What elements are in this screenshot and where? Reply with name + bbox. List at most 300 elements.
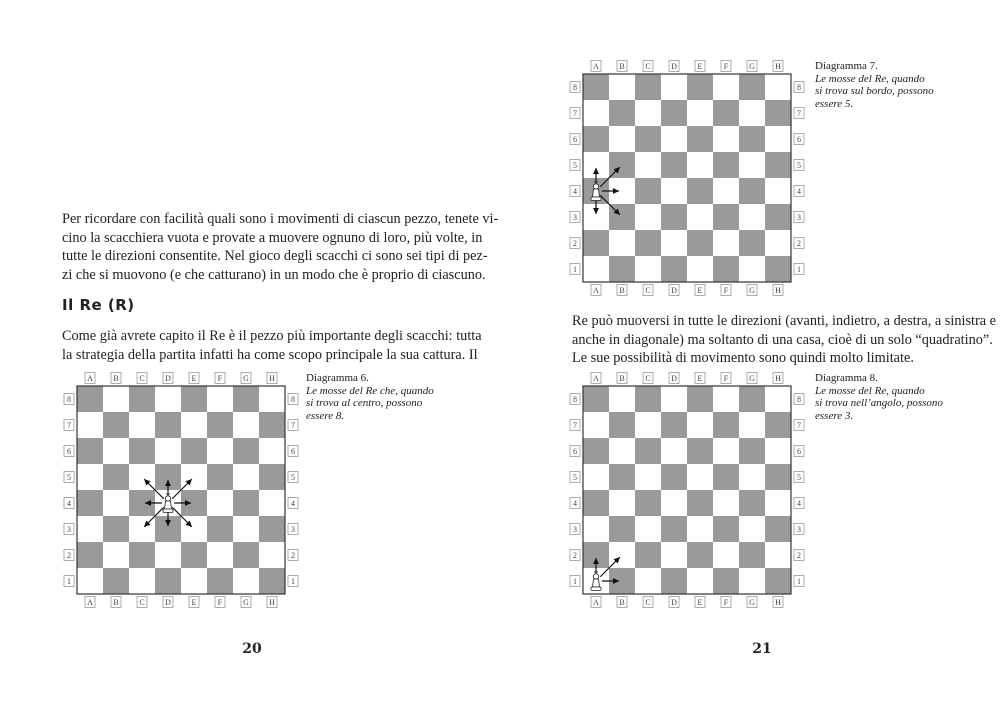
file-label-bottom [215,597,225,608]
board-square [207,542,233,568]
board-square [765,74,791,100]
rank-label-left [570,420,580,431]
caption-line: essere 5. [815,97,854,110]
coordinate-label: A [87,374,93,383]
coordinate-label: 6 [797,447,801,456]
rank-label-left [570,264,580,275]
coordinate-label: 3 [573,525,577,534]
board-square [259,568,285,594]
board-square [635,386,661,412]
file-label-bottom [267,597,277,608]
board-square [713,126,739,152]
file-label-top [669,373,679,384]
coordinate-label: G [243,598,249,607]
coordinate-label: 3 [67,525,71,534]
rank-label-right [288,550,298,561]
board-square [155,568,181,594]
board-square [181,438,207,464]
coordinate-label: 4 [573,499,577,508]
board-square [713,464,739,490]
coordinate-label: A [593,598,599,607]
board-square [635,230,661,256]
board-square [687,438,713,464]
text-line: Le sue possibilità di movimento sono quindi molto limitate. [572,350,914,366]
board-square [765,386,791,412]
coordinate-label: E [191,374,197,383]
file-label-top [721,61,731,72]
caption-line: si trova nell’angolo, possono [815,397,943,409]
board-square [259,386,285,412]
board-square [207,568,233,594]
rank-label-left [64,472,74,483]
board-square [181,412,207,438]
file-label-bottom [721,597,731,608]
board-square [155,412,181,438]
rank-label-right [794,576,804,587]
coordinate-label: F [217,374,223,383]
board-square [103,412,129,438]
file-label-bottom [695,597,705,608]
coordinate-label: 3 [797,525,801,534]
board-square [129,386,155,412]
file-label-bottom [773,285,783,296]
rank-label-left [64,550,74,561]
board-square [661,516,687,542]
file-label-top [773,373,783,384]
coordinate-label: H [775,62,781,71]
board-square [765,438,791,464]
board-square [233,542,259,568]
coordinate-label: H [269,598,275,607]
rank-label-left [570,82,580,93]
coordinate-label: 4 [67,499,71,508]
caption-title: Diagramma 6. [306,372,369,384]
board-square [635,256,661,282]
coordinate-label: G [749,286,755,295]
rank-label-right [794,264,804,275]
coordinate-label: E [697,62,703,71]
coordinate-label: G [243,374,249,383]
board-square [713,490,739,516]
file-label-top [695,61,705,72]
board-square [583,516,609,542]
board-square [609,230,635,256]
board-square [713,386,739,412]
board-square [661,256,687,282]
coordinate-label: 1 [797,265,801,274]
board-square [233,516,259,542]
board-square [661,74,687,100]
board-square [181,568,207,594]
board-square [77,438,103,464]
file-label-bottom [591,285,601,296]
caption-line: si trova sul bordo, possono [815,85,934,97]
coordinate-label: 7 [797,109,801,118]
board-square [661,204,687,230]
coordinate-label: 4 [797,499,801,508]
coordinate-label: 5 [291,473,295,482]
text-line: anche in diagonale) ma soltanto di una casa, cioè di un solo “quadratino”. [572,331,993,348]
coordinate-label: C [645,286,651,295]
coordinate-label: H [269,374,275,383]
board-square [739,74,765,100]
board-square [661,438,687,464]
board-square [207,490,233,516]
board-square [661,542,687,568]
board-square [739,438,765,464]
coordinate-label: E [697,374,703,383]
board-square [259,464,285,490]
coordinate-label: 2 [573,551,577,560]
coordinate-label: 7 [291,421,295,430]
board-square [103,490,129,516]
coordinate-label: F [723,374,729,383]
board-square [77,464,103,490]
board-square [765,490,791,516]
coordinate-label: F [723,62,729,71]
board-square [635,126,661,152]
file-label-bottom [773,597,783,608]
rank-label-right [794,82,804,93]
rank-label-left [570,160,580,171]
rank-label-right [794,446,804,457]
board-square [103,438,129,464]
rank-label-left [570,212,580,223]
rank-label-right [794,160,804,171]
file-label-top [591,373,601,384]
file-label-bottom [643,597,653,608]
caption-line: Le mosse del Re, quando [815,72,925,85]
board-square [635,464,661,490]
board-square [103,386,129,412]
coordinate-label: 4 [291,499,295,508]
file-label-top [747,373,757,384]
board-square [259,542,285,568]
diagram-6-caption [306,372,434,422]
coordinate-label: 7 [573,109,577,118]
coordinate-label: 3 [291,525,295,534]
board-square [233,438,259,464]
board-square [583,386,609,412]
rank-label-left [570,238,580,249]
coordinate-label: 5 [573,161,577,170]
file-label-top [643,61,653,72]
board-square [687,74,713,100]
board-square [661,490,687,516]
caption-line: essere 8. [306,409,345,422]
board-square [661,412,687,438]
board-square [739,490,765,516]
file-label-top [669,61,679,72]
board-square [687,490,713,516]
coordinate-label: 1 [573,265,577,274]
rank-label-right [288,524,298,535]
board-square [739,386,765,412]
coordinate-label: F [723,598,729,607]
board-square [609,516,635,542]
coordinate-label: D [165,598,171,607]
board-square [765,516,791,542]
coordinate-label: D [671,62,677,71]
board-square [713,438,739,464]
board-square [259,412,285,438]
file-label-bottom [241,597,251,608]
rank-label-right [794,108,804,119]
board-square [765,542,791,568]
coordinate-label: C [139,374,145,383]
board-square [129,412,155,438]
board-square [713,74,739,100]
board-square [609,74,635,100]
board-square [765,230,791,256]
board-square [233,412,259,438]
rank-label-left [64,420,74,431]
board-square [609,464,635,490]
rank-label-left [64,576,74,587]
board-square [635,542,661,568]
caption-line: Le mosse del Re che, quando [306,384,434,397]
caption-line: Le mosse del Re, quando [815,384,925,397]
board-square [765,152,791,178]
coordinate-label: 5 [67,473,71,482]
board-square [687,542,713,568]
board-square [713,412,739,438]
rank-label-right [288,446,298,457]
coordinate-label: H [775,374,781,383]
board-square [661,100,687,126]
file-label-bottom [137,597,147,608]
board-square [661,230,687,256]
text-line: la strategia della partita infatti ha come scopo principale la sua cattura. Il [62,346,478,363]
board-square [765,204,791,230]
coordinate-label: 3 [797,213,801,222]
board-square [583,100,609,126]
board-square [713,178,739,204]
text-line: zi che si muovono (e che catturano) in un modo che è proprio di ciascuno. [62,266,486,283]
coordinate-label: 2 [797,239,801,248]
coordinate-label: A [593,374,599,383]
rank-label-left [64,524,74,535]
coordinate-label: D [671,374,677,383]
board-square [713,542,739,568]
board-square [129,568,155,594]
coordinate-label: 7 [67,421,71,430]
coordinate-label: E [697,598,703,607]
file-label-bottom [189,597,199,608]
board-square [233,464,259,490]
coordinate-label: C [139,598,145,607]
board-square [661,178,687,204]
caption-line: si trova al centro, possono [306,397,423,409]
board-square [687,412,713,438]
board-square [713,100,739,126]
board-square [739,464,765,490]
coordinate-label: H [775,286,781,295]
board-square [765,178,791,204]
file-label-bottom [163,597,173,608]
caption-title: Diagramma 8. [815,372,878,384]
coordinate-label: G [749,62,755,71]
file-label-bottom [591,597,601,608]
board-square [609,386,635,412]
board-square [739,516,765,542]
board-square [207,438,233,464]
page-number: 21 [752,641,772,657]
board-square [609,438,635,464]
coordinate-label: A [593,62,599,71]
board-square [739,412,765,438]
board-square [765,464,791,490]
board-square [661,152,687,178]
board-square [103,568,129,594]
rank-label-left [570,550,580,561]
file-label-top [137,373,147,384]
rank-label-left [64,394,74,405]
board-square [207,386,233,412]
board-square [713,516,739,542]
board-square [583,412,609,438]
rank-label-left [570,134,580,145]
coordinate-label: A [87,598,93,607]
rank-label-right [288,576,298,587]
board-square [739,100,765,126]
coordinate-label: 2 [291,551,295,560]
rank-label-right [794,550,804,561]
board-square [77,542,103,568]
board-square [583,126,609,152]
coordinate-label: H [775,598,781,607]
board-square [583,490,609,516]
board-square [765,100,791,126]
coordinate-label: 6 [573,447,577,456]
board-square [583,464,609,490]
file-label-top [721,373,731,384]
board-square [765,412,791,438]
coordinate-label: 8 [573,395,577,404]
board-square [713,568,739,594]
board-square [103,542,129,568]
coordinate-label: 8 [797,83,801,92]
coordinate-label: 4 [573,187,577,196]
rank-label-right [794,212,804,223]
coordinate-label: B [113,598,119,607]
coordinate-label: 5 [797,161,801,170]
board-square [129,438,155,464]
board-square [609,256,635,282]
file-label-top [617,61,627,72]
rank-label-left [570,524,580,535]
coordinate-label: 1 [291,577,295,586]
coordinate-label: 7 [797,421,801,430]
board-square [635,438,661,464]
coordinate-label: 6 [291,447,295,456]
file-label-top [215,373,225,384]
caption-title: Diagramma 7. [815,60,878,72]
board-square [687,126,713,152]
board-square [77,490,103,516]
caption-line: essere 3. [815,409,854,422]
coordinate-label: 6 [797,135,801,144]
board-square [739,178,765,204]
rank-label-right [288,498,298,509]
rank-label-right [794,420,804,431]
coordinate-label: A [593,286,599,295]
board-square [77,516,103,542]
coordinate-label: B [619,62,625,71]
coordinate-label: G [749,598,755,607]
board-square [687,204,713,230]
board-square [713,256,739,282]
board-square [739,204,765,230]
board-square [635,100,661,126]
board-square [103,464,129,490]
rank-label-left [570,446,580,457]
rank-label-right [794,394,804,405]
board-square [739,542,765,568]
board-square [155,542,181,568]
file-label-top [189,373,199,384]
board-square [713,204,739,230]
board-square [635,178,661,204]
coordinate-label: 8 [797,395,801,404]
file-label-bottom [617,597,627,608]
rank-label-left [570,576,580,587]
board-square [583,74,609,100]
board-square [259,490,285,516]
coordinate-label: C [645,374,651,383]
file-label-top [643,373,653,384]
board-square [129,542,155,568]
board-square [181,386,207,412]
coordinate-label: 1 [797,577,801,586]
right-page [500,0,1000,704]
board-square [583,256,609,282]
board-square [155,438,181,464]
board-square [687,178,713,204]
board-square [233,386,259,412]
chessboard-diagram-7 [567,58,807,298]
board-square [687,152,713,178]
text-line: Come già avrete capito il Re è il pezzo più importante degli scacchi: tutta [62,328,482,344]
rank-label-right [288,394,298,405]
board-square [635,516,661,542]
file-label-bottom [695,285,705,296]
file-label-top [111,373,121,384]
coordinate-label: 7 [573,421,577,430]
board-square [687,256,713,282]
coordinate-label: 8 [291,395,295,404]
board-square [635,152,661,178]
board-square [687,516,713,542]
coordinate-label: F [217,598,223,607]
moves-paragraph [572,312,997,368]
file-label-bottom [85,597,95,608]
board-square [583,438,609,464]
coordinate-label: 5 [797,473,801,482]
page-number: 20 [242,641,262,657]
rank-label-right [794,134,804,145]
text-line: Per ricordare con facilità quali sono i movimenti di ciascun pezzo, tenete vi- [62,211,499,227]
board-square [609,126,635,152]
coordinate-label: 2 [67,551,71,560]
rank-label-left [570,498,580,509]
coordinate-label: 3 [573,213,577,222]
board-square [103,516,129,542]
diagram-8-caption [815,372,943,422]
board-square [207,516,233,542]
board-square [609,490,635,516]
rank-label-right [794,238,804,249]
